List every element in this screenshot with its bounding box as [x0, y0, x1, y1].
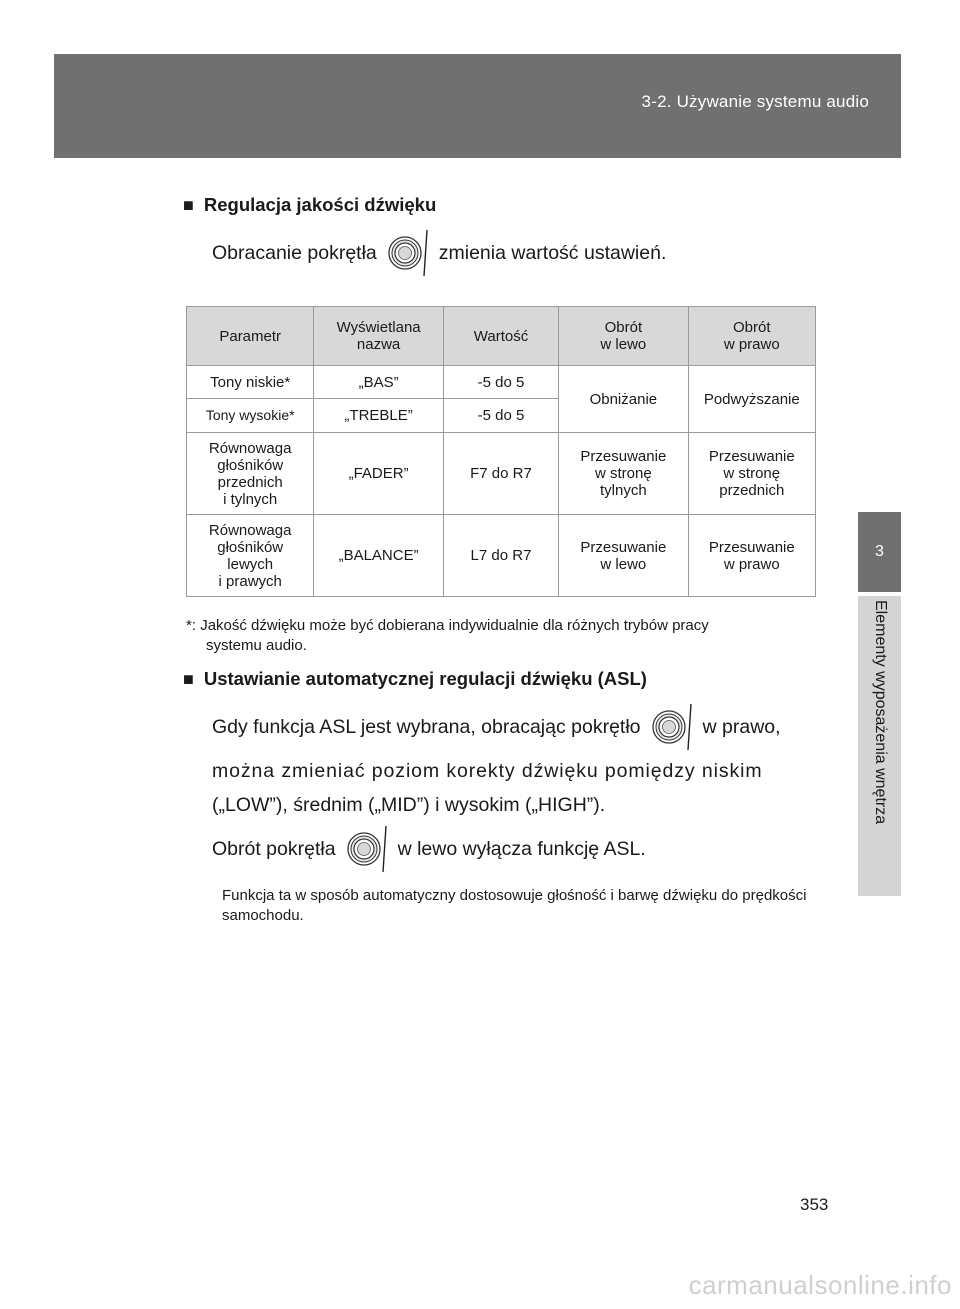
footnote-line2: systemu audio. [206, 637, 307, 654]
instruction-after: zmienia wartość ustawień. [438, 241, 667, 264]
table-cell: „FADER” [314, 433, 443, 515]
watermark: carmanualsonline.info [688, 1270, 952, 1300]
sound-parameters-table [186, 306, 816, 597]
table-cell: Obniżanie [559, 366, 688, 433]
header-cell: Obrót w prawo [688, 307, 815, 366]
asl-paragraph-line1 [212, 700, 781, 754]
section-heading-text: Ustawianie automatycznej regulacji dźwięku (ASL) [203, 668, 647, 689]
section-heading-sound-quality [183, 194, 436, 216]
table-header-row [187, 307, 816, 366]
table-cell: Równowaga głośników przednich i tylnych [187, 433, 314, 515]
table-cell: -5 do 5 [443, 366, 558, 399]
asl-note: Funkcja ta w sposób automatyczny dostosowuje głośność i barwę dźwięku do prędkości samochodu. [222, 887, 807, 924]
header-cell: Parametr [187, 307, 314, 366]
page-number: 353 [800, 1195, 829, 1214]
knob-icon [387, 228, 431, 278]
table-cell: „TREBLE” [314, 399, 443, 433]
table-cell: Przesuwanie w lewo [559, 515, 688, 597]
instruction-before: Obracanie pokrętła [212, 241, 377, 264]
square-bullet-icon: ■ [183, 195, 194, 215]
square-bullet-icon: ■ [183, 669, 194, 689]
header-cell: Wartość [443, 307, 558, 366]
footnote-line1: Jakość dźwięku może być dobierana indywidualnie dla różnych trybów pracy [200, 617, 709, 634]
table-cell: -5 do 5 [443, 399, 558, 433]
asl-paragraph-line4 [212, 822, 646, 876]
asl-p3-before: Obrót pokrętła [212, 837, 336, 860]
table-cell: Równowaga głośników lewych i prawych [187, 515, 314, 597]
chapter-number: 3 [875, 543, 884, 560]
section-heading-asl [183, 668, 647, 690]
section-heading-text: Regulacja jakości dźwięku [203, 194, 437, 215]
chapter-title: Elementy wyposażenia wnętrza [872, 600, 889, 825]
section-title: 3-2. Używanie systemu audio [641, 92, 869, 111]
table-row [187, 515, 816, 597]
asl-paragraph-line2: można zmieniać poziom korekty dźwięku pomiędzy niskim [212, 760, 763, 782]
table-cell: „BALANCE” [314, 515, 443, 597]
table-cell: „BAS” [314, 366, 443, 399]
table-cell: Przesuwanie w prawo [688, 515, 815, 597]
chapter-title-tab [858, 596, 901, 896]
chapter-number-tab [858, 512, 901, 592]
table-cell: Przesuwanie w stronę tylnych [559, 433, 688, 515]
table-row [187, 433, 816, 515]
asl-p3-after: w lewo wyłącza funkcję ASL. [397, 837, 646, 860]
table-cell: Tony wysokie* [187, 399, 314, 433]
header-band [54, 54, 901, 158]
instruction-line [212, 228, 666, 278]
table-row [187, 366, 816, 399]
asl-paragraph-line3: („LOW”), średnim („MID”) i wysokim („HIGH”). [212, 794, 606, 816]
table-cell: L7 do R7 [443, 515, 558, 597]
header-cell: Obrót w lewo [559, 307, 688, 366]
table-footnote [186, 616, 836, 656]
table-cell: Podwyższanie [688, 366, 815, 433]
footnote-marker: *: [186, 617, 197, 634]
knob-icon [651, 702, 695, 752]
table-cell: Przesuwanie w stronę przednich [688, 433, 815, 515]
header-cell: Wyświetlana nazwa [314, 307, 443, 366]
asl-p1-after: w prawo, [702, 715, 781, 738]
knob-icon [346, 824, 390, 874]
table-cell: Tony niskie* [187, 366, 314, 399]
table-cell: F7 do R7 [443, 433, 558, 515]
asl-p1-before: Gdy funkcja ASL jest wybrana, obracając pokrętło [212, 715, 641, 738]
